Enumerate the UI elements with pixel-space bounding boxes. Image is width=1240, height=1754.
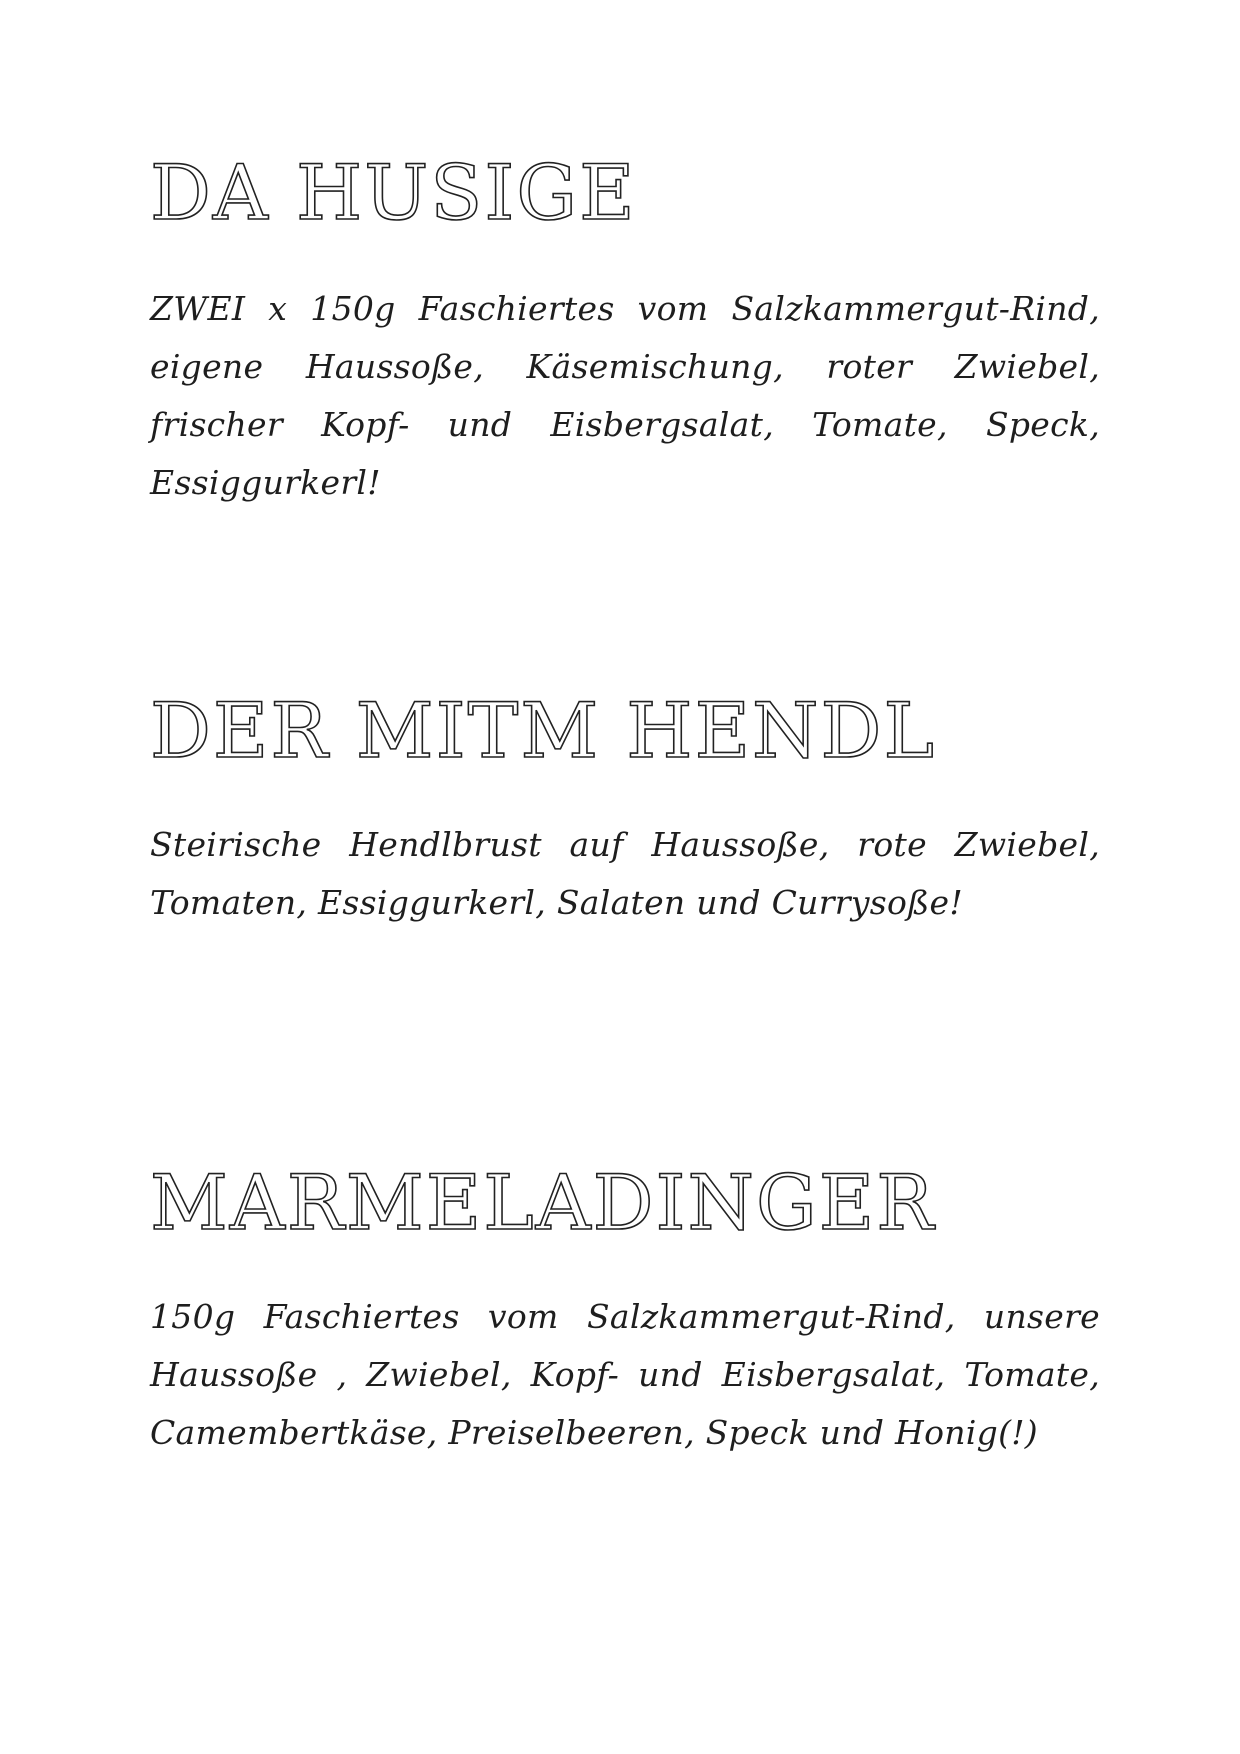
menu-item-description: ZWEI x 150g Faschiertes vom Salzkammergut-Rind, eigene Haussoße, Käsemischung, roter Zwiebel, frischer Kopf- und Eisbergsalat, Tomate, Speck, Essiggurkerl! [150,289,1100,502]
menu-item-description: 150g Faschiertes vom Salzkammergut-Rind, unsere Haussoße , Zwiebel, Kopf- und Eisbergsalat, Tomate, Camembertkäse, Preiselbeeren, Speck und Honig(!) [150,1297,1100,1452]
menu-item-title: DA HUSIGE [150,148,637,237]
menu-item-title: DER MITM HENDL [150,686,936,775]
menu-item-der-mitm-hendl [150,686,1100,932]
menu-item-title: MARMELADINGER [150,1158,936,1247]
menu-item-description: Steirische Hendlbrust auf Haussoße, rote Zwiebel, Tomaten, Essiggurkerl, Salaten und Currysoße! [150,825,1100,922]
menu-item-marmeladinger [150,1158,1100,1462]
menu-item-da-husige [150,148,1100,512]
